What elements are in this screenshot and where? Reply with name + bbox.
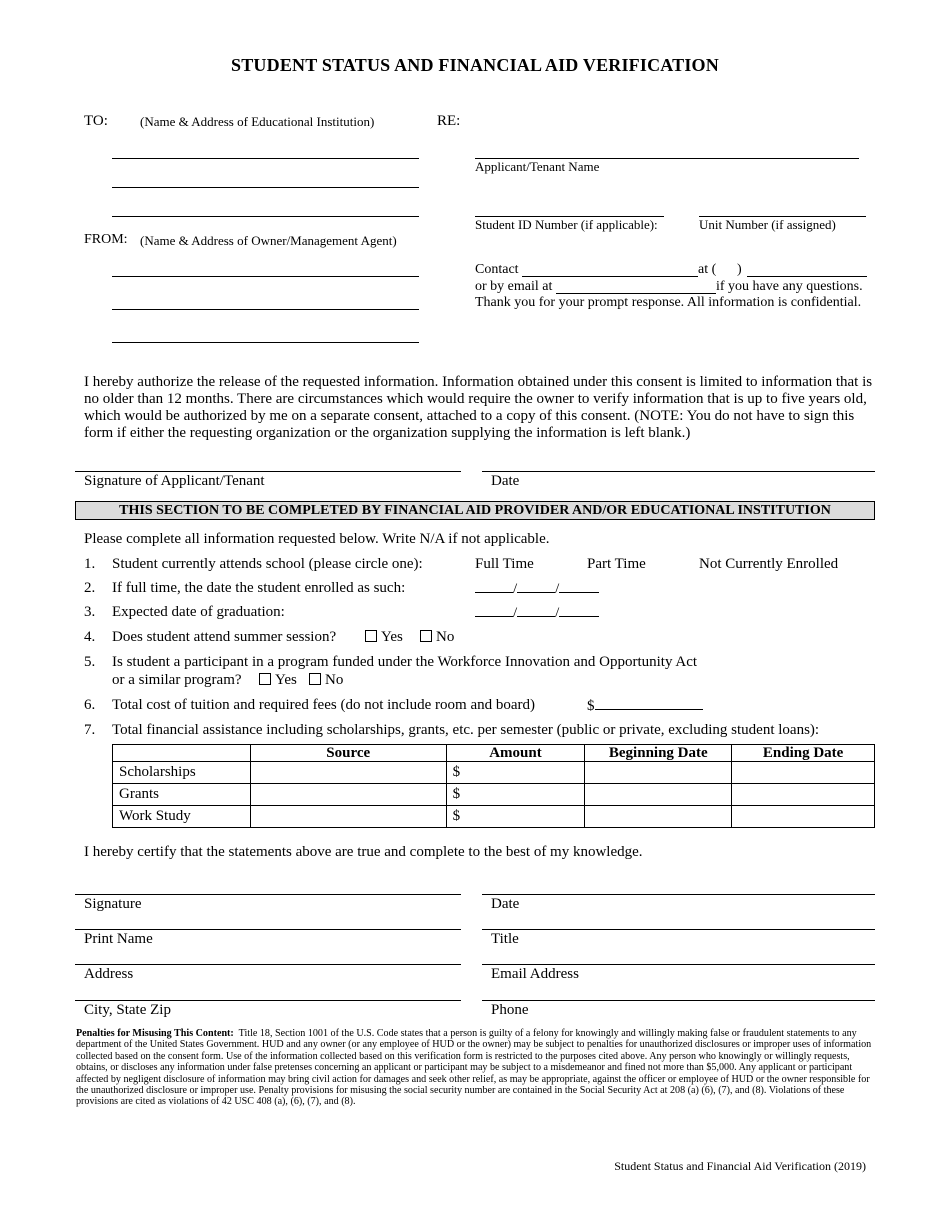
address-line[interactable] [75, 964, 461, 965]
signature-line[interactable] [75, 894, 461, 895]
q5-text: Is student a participant in a program funded under the Workforce Innovation and Opportunity Act [112, 654, 698, 670]
applicant-signature-line[interactable] [75, 471, 461, 472]
to-label: TO: [84, 113, 108, 129]
q5-text-cont: or a similar program? [112, 672, 242, 688]
date-label: Date [491, 896, 520, 912]
q5-number: 5. [84, 654, 96, 670]
email-address-label: Email Address [491, 966, 579, 982]
beginning-date-cell[interactable] [585, 806, 732, 828]
q7-text: Total financial assistance including scholarships, grants, etc. per semester (public or private, excluding student loans): [112, 722, 820, 738]
source-cell[interactable] [250, 784, 446, 806]
phone-line[interactable] [482, 1000, 875, 1001]
phone-close-paren: ) [737, 262, 742, 277]
phone-at-label: at ( [698, 262, 717, 277]
penalties-notice [76, 1028, 876, 1108]
financial-aid-table [112, 744, 875, 828]
email-line[interactable] [482, 964, 875, 965]
student-id-label: Student ID Number (if applicable): [475, 217, 658, 232]
address-label: Address [84, 966, 134, 982]
from-address-line-3[interactable] [112, 342, 419, 343]
instructions: Please complete all information requested below. Write N/A if not applicable. [84, 531, 550, 547]
applicant-name-label: Applicant/Tenant Name [475, 159, 600, 174]
from-hint: (Name & Address of Owner/Management Agent) [140, 233, 397, 248]
q1-option-part-time[interactable]: Part Time [587, 556, 646, 572]
q2-number: 2. [84, 580, 96, 596]
certify-text: I hereby certify that the statements above are true and complete to the best of my knowledge. [84, 844, 643, 860]
q1-option-full-time[interactable]: Full Time [475, 556, 534, 572]
q4-yes-option[interactable]: Yes [365, 629, 403, 646]
form-title: STUDENT STATUS AND FINANCIAL AID VERIFICATION [231, 55, 719, 75]
q3-number: 3. [84, 604, 96, 620]
row-label: Scholarships [113, 762, 251, 784]
title-label: Title [491, 931, 519, 947]
q4-no-option[interactable]: No [420, 629, 454, 646]
q5-yes-option[interactable]: Yes [259, 672, 297, 689]
penalties-body: Title 18, Section 1001 of the U.S. Code states that a person is guilty of a felony for knowingly and willingly making false or fraudulent statements to any department of the United States Government. HUD and any owner (or any employee of HUD or the owner) may be subject to penalties for unauthorized disclosures or improper uses of information collected based on the consent form. Use of the information collected based on this verification form is restricted to the purposes cited above. Any person who knowingly or willingly requests, obtains, or discloses any information under false pretenses concerning an applicant or participant may be subject to a misdemeanor and fined not more than $5,000. Any applicant or participant affected by negligent disclosure of information may bring civil action for damages and seek other relief, as may be appropriate, against the officer or employee of HUD or the owner responsible for the unauthorized disclosure or improper use. Penalty provisions for misusing the social security number are contained in the Social Security Act at 208 (a) (6), (7), and (8). Violations of these provisions are cited as violations of 42 USC 408 (a), (6), (7), and (8). [76, 1028, 872, 1108]
source-cell[interactable] [250, 806, 446, 828]
amount-cell[interactable]: $ [446, 762, 585, 784]
applicant-date-label: Date [491, 473, 520, 489]
q4-text: Does student attend summer session? [112, 629, 337, 645]
date-line[interactable] [482, 894, 875, 895]
q1-text: Student currently attends school (please circle one): [112, 556, 423, 572]
city-state-zip-label: City, State Zip [84, 1002, 171, 1018]
to-address-line-2[interactable] [112, 187, 419, 188]
table-row [113, 762, 875, 784]
from-address-line-1[interactable] [112, 276, 419, 277]
city-state-zip-line[interactable] [75, 1000, 461, 1001]
ending-date-cell[interactable] [732, 762, 875, 784]
q6-number: 6. [84, 697, 96, 713]
phone-label: Phone [491, 1002, 529, 1018]
table-header-blank [113, 745, 251, 762]
print-name-line[interactable] [75, 929, 461, 930]
row-label: Grants [113, 784, 251, 806]
table-header-row [113, 745, 875, 762]
questions-label: if you have any questions. [716, 279, 863, 294]
print-name-label: Print Name [84, 931, 153, 947]
contact-name-line[interactable] [522, 276, 698, 277]
table-header-source: Source [250, 745, 446, 762]
applicant-date-line[interactable] [482, 471, 875, 472]
q1-option-not-enrolled[interactable]: Not Currently Enrolled [699, 556, 839, 572]
checkbox-icon[interactable] [309, 673, 321, 685]
q6-text: Total cost of tuition and required fees (do not include room and board) [112, 697, 535, 713]
row-label: Work Study [113, 806, 251, 828]
ending-date-cell[interactable] [732, 806, 875, 828]
penalties-heading: Penalties for Misusing This Content: [76, 1028, 234, 1039]
checkbox-icon[interactable] [420, 630, 432, 642]
q3-text: Expected date of graduation: [112, 604, 285, 620]
q7-number: 7. [84, 722, 96, 738]
q5-no-option[interactable]: No [309, 672, 343, 689]
q3-date-field[interactable]: / / [475, 604, 599, 622]
table-row [113, 806, 875, 828]
to-hint: (Name & Address of Educational Institution) [140, 114, 375, 129]
to-address-line-3[interactable] [112, 216, 419, 217]
q6-cost-field[interactable]: $ [587, 697, 703, 715]
contact-email-line[interactable] [556, 293, 716, 294]
email-label: or by email at [475, 279, 553, 294]
amount-cell[interactable]: $ [446, 784, 585, 806]
title-line[interactable] [482, 929, 875, 930]
table-row [113, 784, 875, 806]
ending-date-cell[interactable] [732, 784, 875, 806]
applicant-signature-label: Signature of Applicant/Tenant [84, 473, 265, 489]
contact-phone-line[interactable] [747, 276, 867, 277]
footer-form-id: Student Status and Financial Aid Verification (2019) [614, 1159, 866, 1173]
checkbox-icon[interactable] [259, 673, 271, 685]
checkbox-icon[interactable] [365, 630, 377, 642]
q1-number: 1. [84, 556, 96, 572]
re-label: RE: [437, 113, 461, 129]
contact-label: Contact [475, 262, 519, 277]
table-header-ending-date: Ending Date [732, 745, 875, 762]
section-banner: THIS SECTION TO BE COMPLETED BY FINANCIAL AID PROVIDER AND/OR EDUCATIONAL INSTITUTION [75, 501, 875, 520]
from-label: FROM: [84, 232, 128, 247]
table-header-amount: Amount [446, 745, 585, 762]
to-address-line-1[interactable] [112, 158, 419, 159]
unit-number-label: Unit Number (if assigned) [699, 217, 836, 232]
thanks-text: Thank you for your prompt response. All information is confidential. [475, 295, 862, 310]
amount-cell[interactable]: $ [446, 806, 585, 828]
signature-label: Signature [84, 896, 142, 912]
from-address-line-2[interactable] [112, 309, 419, 310]
q2-text: If full time, the date the student enrolled as such: [112, 580, 406, 596]
q4-number: 4. [84, 629, 96, 645]
beginning-date-cell[interactable] [585, 762, 732, 784]
source-cell[interactable] [250, 762, 446, 784]
q2-date-field[interactable]: / / [475, 580, 599, 598]
table-header-beginning-date: Beginning Date [585, 745, 732, 762]
beginning-date-cell[interactable] [585, 784, 732, 806]
consent-paragraph: I hereby authorize the release of the requested information. Information obtained under this consent is limited to information that is no older than 12 months. There are circumstances which would require the owner to verify information that is up to five years old, which would be authorized by me on a separate consent, attached to a copy of this consent. (NOTE: You do not have to sign this form if either the requesting organization or the organization supplying the information is left blank.) [84, 374, 873, 441]
